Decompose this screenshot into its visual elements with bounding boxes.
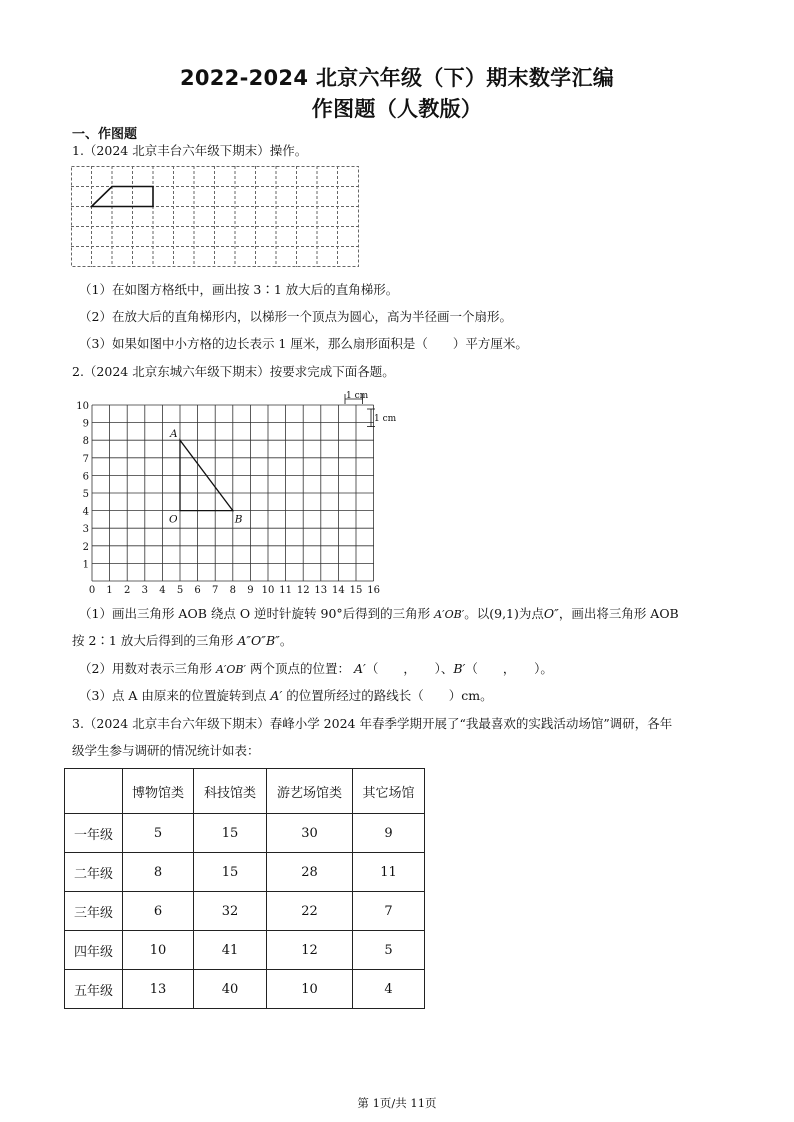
- x-tick-label: 10: [261, 585, 275, 596]
- table-header-cell: 博物馆类: [123, 769, 194, 814]
- q2-part2: [79, 661, 553, 678]
- q2-part2-b-prime: B′: [453, 661, 466, 676]
- label-a: A: [170, 428, 178, 441]
- table-header-cell: 游艺场馆类: [267, 769, 353, 814]
- page-footer: 第 1页/共 11页: [357, 1096, 437, 1110]
- x-tick-label: 6: [194, 585, 201, 596]
- table-cell: 四年级: [65, 931, 123, 970]
- q2-part3-text-b: 的位置所经过的路线长（ ）cm。: [286, 688, 493, 703]
- table-cell: 15: [194, 814, 267, 853]
- table-row: [65, 931, 425, 970]
- x-tick-label: 1: [106, 585, 113, 596]
- q2-part2-text-a: （2）用数对表示三角形: [79, 661, 212, 676]
- q2-stem: 2.（2024 北京东城六年级下期末）按要求完成下面各题。: [72, 364, 395, 379]
- table-cell: 10: [123, 931, 194, 970]
- x-tick-label: 7: [212, 585, 219, 596]
- y-tick-label: 5: [82, 489, 89, 500]
- table-cell: 41: [194, 931, 267, 970]
- x-tick-label: 8: [229, 585, 236, 596]
- table-cell: 5: [123, 814, 194, 853]
- scale-label-horizontal: 1 cm: [346, 391, 369, 401]
- q2-part2-math: A′OB′: [215, 663, 246, 676]
- q2-x-tick-labels: [89, 585, 380, 596]
- q3-stem-line1: 3.（2024 北京丰台六年级下期末）春峰小学 2024 年春季学期开展了“我最喜欢的实践活动场馆”调研，各年: [72, 716, 673, 731]
- page-subtitle: 作图题（人教版）: [311, 97, 483, 121]
- y-tick-label: 3: [82, 524, 89, 536]
- x-tick-label: 5: [176, 585, 184, 596]
- table-cell: 12: [267, 931, 353, 970]
- scale-label-vertical: 1 cm: [374, 414, 397, 424]
- section-heading: 一、作图题: [72, 127, 138, 142]
- label-o: O: [169, 513, 178, 526]
- table-cell: 五年级: [65, 970, 123, 1009]
- table-header-cell: [65, 769, 123, 814]
- q1-part1: （1）在如图方格纸中，画出按 3∶1 放大后的直角梯形。: [79, 282, 399, 297]
- q1-part2: （2）在放大后的直角梯形内，以梯形一个顶点为圆心，高为半径画一个扇形。: [79, 309, 512, 324]
- q1-grid-figure: [71, 166, 361, 270]
- table-cell: 15: [194, 853, 267, 892]
- q2-part2-text-d: （ ， ）。: [465, 661, 553, 676]
- q1-stem: 1.（2024 北京丰台六年级下期末）操作。: [72, 143, 308, 158]
- q2-part1-math-a: A′OB′: [434, 608, 465, 621]
- label-b: B: [234, 513, 243, 526]
- table-header-cell: 科技馆类: [194, 769, 267, 814]
- table-cell: 9: [353, 814, 425, 853]
- x-tick-label: 14: [332, 585, 345, 596]
- x-tick-label: 3: [141, 585, 148, 596]
- table-cell: 三年级: [65, 892, 123, 931]
- table-cell: 10: [267, 970, 353, 1009]
- table-cell: 32: [194, 892, 267, 931]
- x-tick-label: 2: [124, 585, 131, 596]
- table-cell: 5: [353, 931, 425, 970]
- x-tick-label: 9: [247, 585, 254, 596]
- q2-part1-line2: [72, 633, 292, 649]
- table-cell: 13: [123, 970, 194, 1009]
- x-tick-label: 12: [296, 585, 310, 596]
- table-row: [65, 853, 425, 892]
- x-tick-label: 13: [314, 585, 328, 596]
- y-tick-label: 9: [82, 418, 89, 430]
- q2-part2-text-b: 两个顶点的位置：: [249, 661, 350, 676]
- table-cell: 7: [353, 892, 425, 931]
- q2-part2-a-prime: A′: [353, 661, 366, 676]
- q2-part1-line2-math: A″O″B″: [237, 633, 280, 648]
- right-trapezoid: [92, 187, 154, 207]
- q2-coordinate-grid: [70, 388, 400, 600]
- table-cell: 8: [123, 853, 194, 892]
- y-tick-label: 8: [82, 436, 89, 448]
- table-cell: 4: [353, 970, 425, 1009]
- q2-part1-text-d: ，画出将三角形 AOB: [558, 606, 679, 621]
- q2-part3-math: A′: [270, 688, 283, 703]
- y-tick-label: 4: [82, 506, 89, 518]
- table-header-cell: 其它场馆: [353, 769, 425, 814]
- table-cell: 30: [267, 814, 353, 853]
- stats-table: [64, 768, 425, 1009]
- table-header-row: [65, 769, 425, 814]
- q2-y-tick-labels: [76, 401, 89, 570]
- q2-part1-math-c: O″: [543, 606, 559, 621]
- q2-part1-line2-text-a: 按 2∶1 放大后得到的三角形: [72, 633, 234, 648]
- table-cell: 11: [353, 853, 425, 892]
- y-tick-label: 1: [82, 559, 89, 571]
- y-tick-label: 2: [82, 541, 89, 553]
- q3-stem-line2: 级学生参与调研的情况统计如表：: [72, 743, 260, 758]
- table-cell: 28: [267, 853, 353, 892]
- table-row: [65, 814, 425, 853]
- y-tick-label: 10: [76, 401, 89, 412]
- table-row: [65, 970, 425, 1009]
- y-tick-label: 6: [82, 471, 89, 483]
- x-tick-label: 11: [279, 585, 292, 596]
- q2-part3-text-a: （3）点 A 由原来的位置旋转到点: [79, 688, 267, 703]
- x-tick-label: 16: [367, 585, 380, 596]
- table-row: [65, 892, 425, 931]
- q2-grid-lines: [92, 405, 374, 581]
- x-tick-label: 0: [88, 585, 96, 596]
- q2-part1-math-b: (9,1): [489, 606, 519, 621]
- x-tick-label: 15: [349, 585, 363, 596]
- x-tick-label: 4: [159, 585, 166, 596]
- q2-part1-line2-text-b: 。: [279, 633, 293, 648]
- table-cell: 一年级: [65, 814, 123, 853]
- table-cell: 二年级: [65, 853, 123, 892]
- table-cell: 22: [267, 892, 353, 931]
- page-title: 2022-2024 北京六年级（下）期末数学汇编: [179, 66, 615, 90]
- table-cell: 6: [123, 892, 194, 931]
- table-cell: 40: [194, 970, 267, 1009]
- q1-part3: （3）如果如图中小方格的边长表示 1 厘米，那么扇形面积是（ ）平方厘米。: [79, 336, 528, 351]
- y-tick-label: 7: [82, 453, 89, 465]
- q2-part3: [79, 688, 493, 704]
- q2-part1-text-b: 。以: [464, 606, 490, 621]
- q2-part2-text-c: （ ， ）、: [365, 661, 454, 676]
- q2-part1-text-c: 为点: [518, 606, 544, 621]
- q2-part1-line1: [79, 606, 679, 623]
- q2-part1-text-a: （1）画出三角形 AOB 绕点 O 逆时针旋转 90°后得到的三角形: [79, 606, 431, 621]
- q1-grid-lines: [71, 166, 359, 267]
